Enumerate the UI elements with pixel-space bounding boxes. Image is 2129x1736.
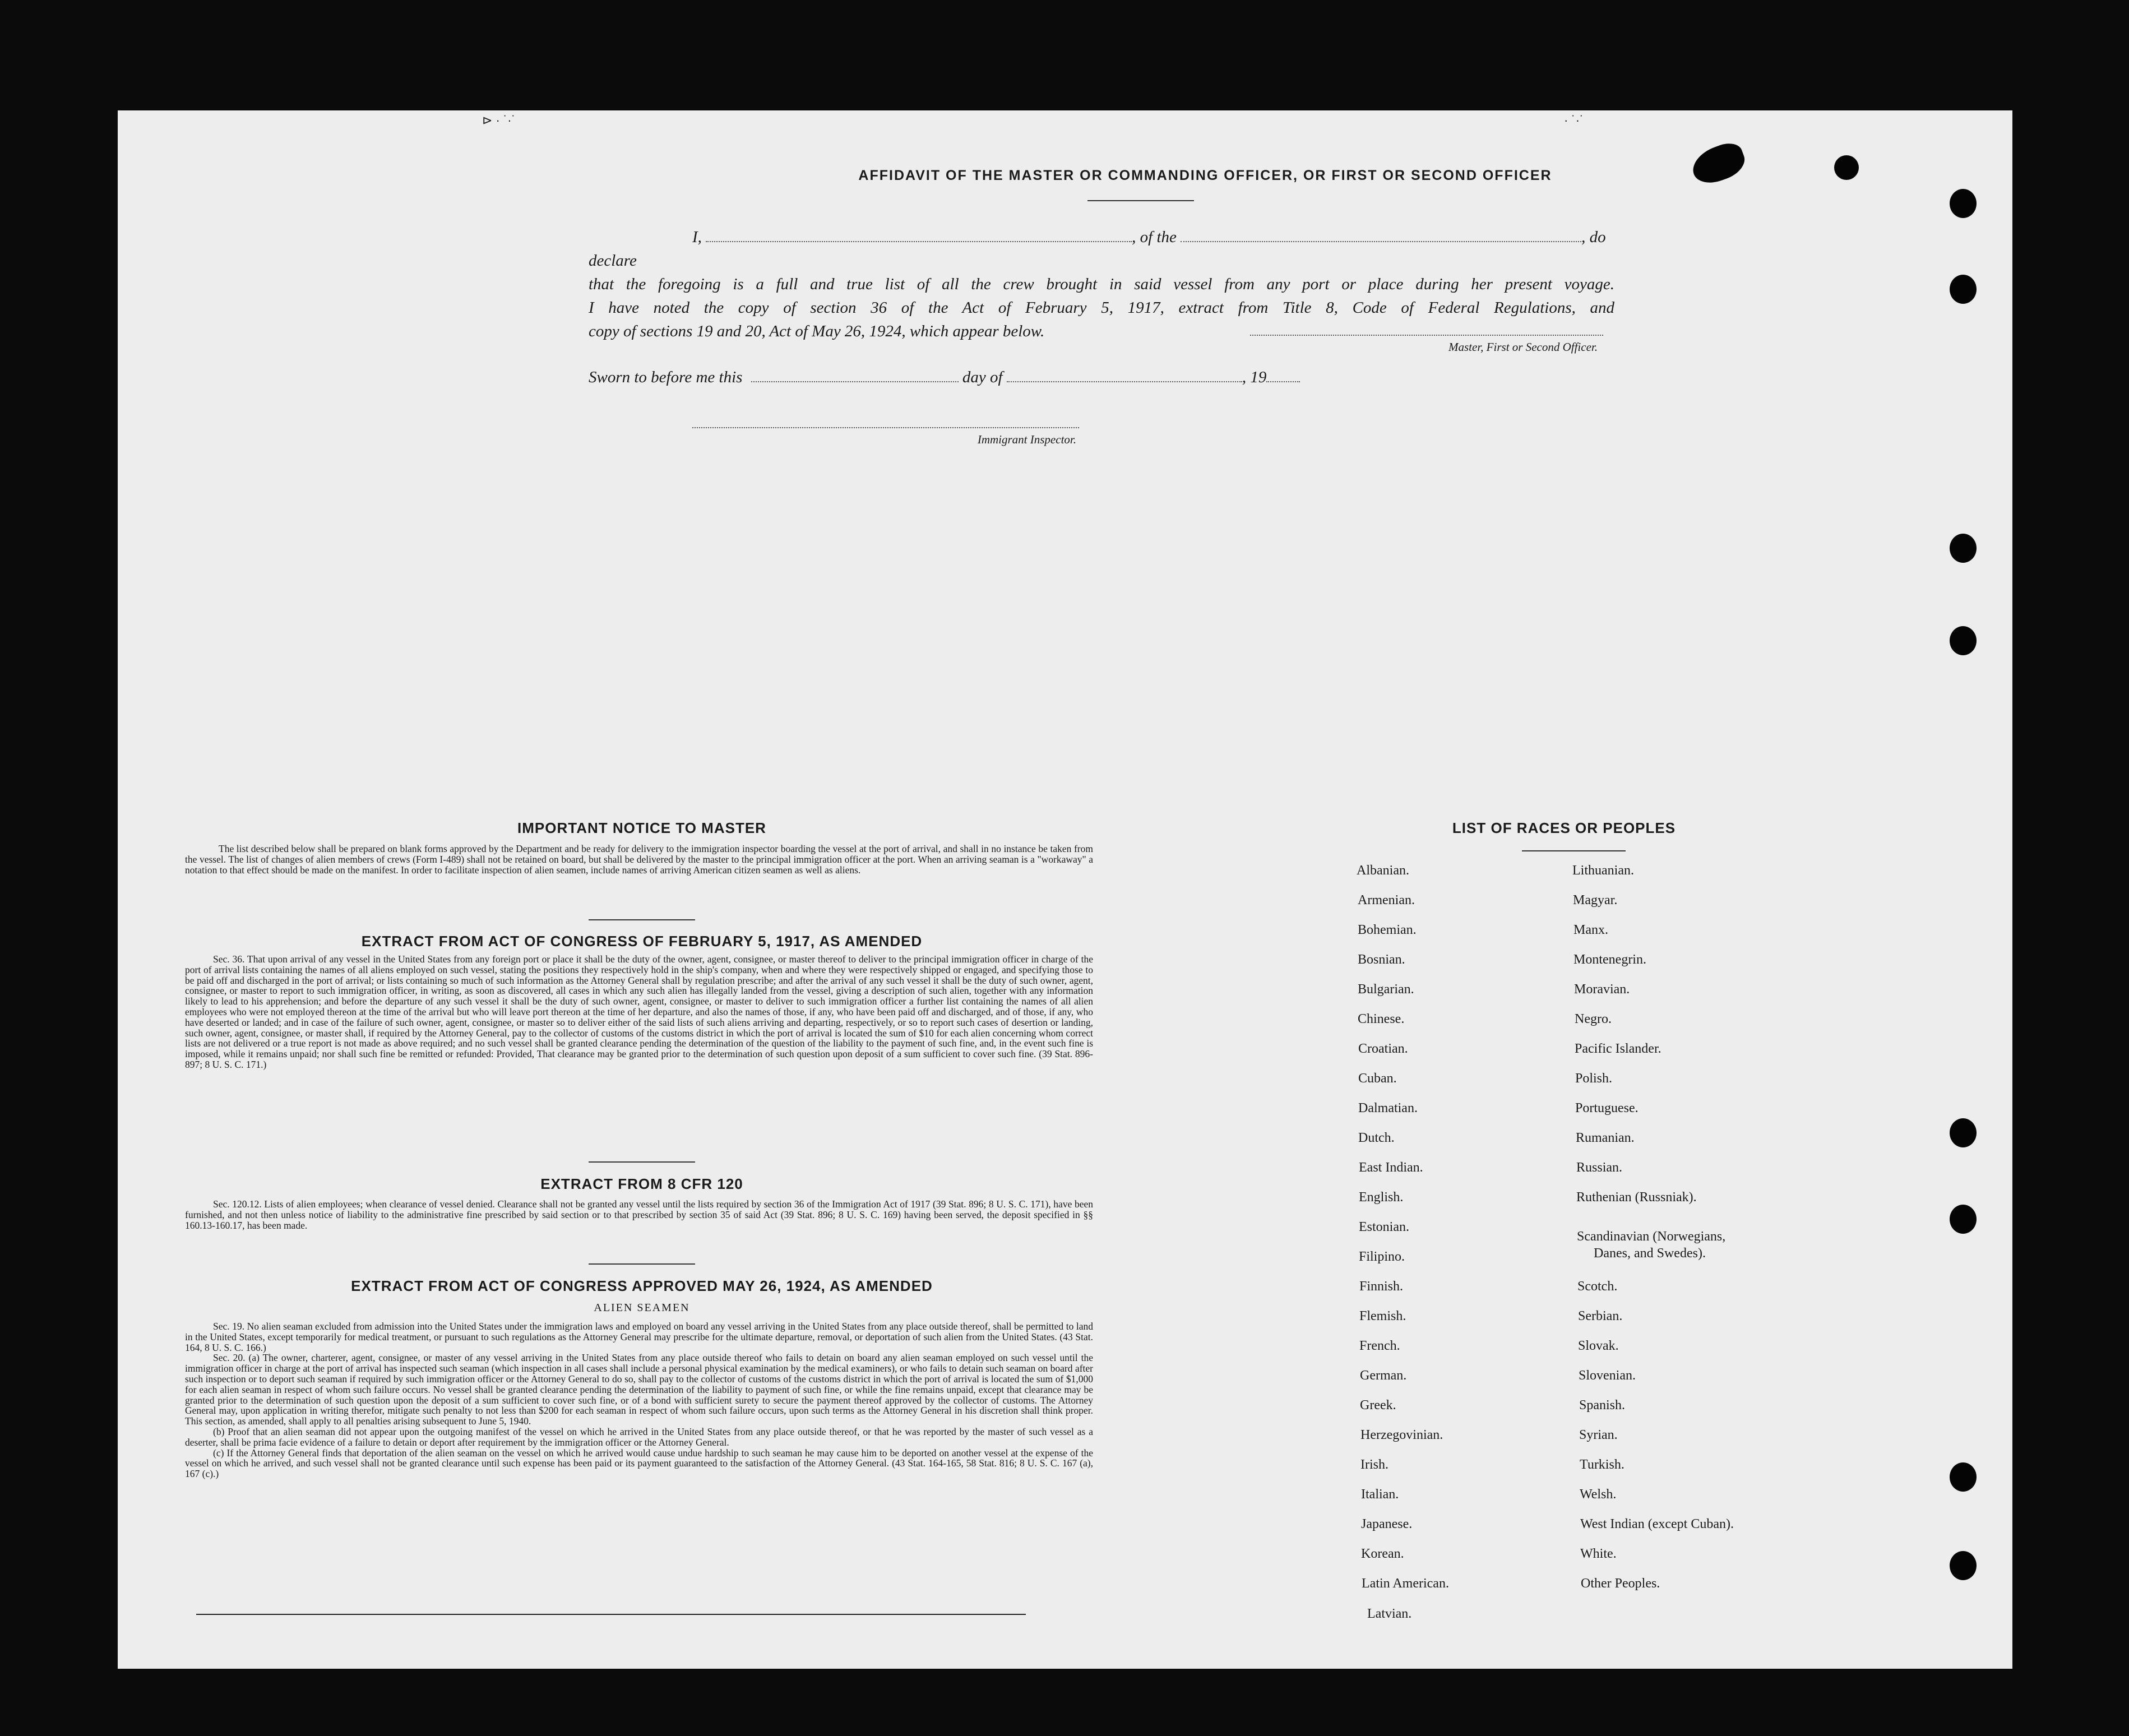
punch-hole [1950, 534, 1977, 563]
declaration-i: I, [692, 228, 702, 246]
race-item: Bohemian. [1358, 923, 1417, 937]
punch-hole [1950, 626, 1977, 655]
punch-hole [1950, 1205, 1977, 1234]
race-item: Herzegovinian. [1360, 1428, 1443, 1442]
inspector-label: Immigrant Inspector. [977, 433, 1076, 446]
race-item: Flemish. [1359, 1309, 1406, 1323]
race-item: English. [1359, 1190, 1404, 1205]
notice-paragraph: The list described below shall be prepared on blank forms approved by the Department and be ready for delivery to the immigration inspector boarding the vessel at the port of arrival, and shall in no instance be taken from the vessel. The list of changes of alien members of crews (Form I-489) shall not be retained on board, but shall be delivered by the master to the principal immigration officer at the port. When an arriving seaman is a "workaway" a notation to that effect should be made on the manifest. In order to facilitate inspection of alien seamen, include names of arriving American citizen seamen as well as aliens. [185, 843, 1093, 876]
race-item: Armenian. [1358, 893, 1415, 908]
form-sheet [118, 110, 2012, 1669]
punch-hole [1834, 155, 1859, 180]
race-item: Russian. [1576, 1160, 1623, 1175]
race-item: Estonian. [1359, 1220, 1409, 1234]
race-item: Chinese. [1358, 1012, 1405, 1026]
race-item: French. [1359, 1339, 1400, 1353]
race-item: Spanish. [1579, 1398, 1626, 1413]
race-item: Latvian. [1367, 1607, 1412, 1621]
race-item: Magyar. [1573, 893, 1618, 908]
section-36-paragraph: Sec. 36. That upon arrival of any vessel in the United States from any foreign port or place it shall be the duty of the owner, agent, consignee, or master thereof to deliver to the principal immigration officer in charge of the port of arrival lists containing the names of all aliens employed on such vessel, stating the positions they respectively hold in the ship's company, when and where they were respectively shipped or engaged, and specifying those to be paid off and discharged in the port of arrival; or lists containing so much of such information as the Attorney General shall by regulation prescribe; and after the arrival of any such vessel it shall be the duty of such owner, agent, consignee, or master to report to such immigration officer, in writing, as soon as discovered, all cases in which any such alien has illegally landed from the vessel, giving a description of such alien, together with any information likely to lead to his apprehension; and before the departure of any such vessel it shall be the duty of such owner, agent, consignee, or master to deliver to such immigration officer a further list containing the names of all alien employees who were not employed thereon at the time of the arrival but who will leave port thereon at the time of her departure, and also the names of those, if any, who have been paid off and discharged, and of those, if any, who have deserted or landed; and in case of the failure of such owner, agent, consignee, or master so to deliver either of the said lists of such aliens arriving and departing, respectively, or so to report such cases of desertion or landing, such owner, agent, consignee, or master shall, if required by the Attorney General, pay to the collector of customs of the customs district in which the port of arrival is located the sum of $10 for each alien concerning whom correct lists are not delivered or a true report is not made as above required; and no such vessel shall be granted clearance pending the determination of the question of the liability to the payment of such fine, and, in the event such fine is imposed, while it remains unpaid; nor shall such fine be remitted or refunded: Provided, That clearance may be granted prior to the determination of such question upon deposit of a sum sufficient to cover such fine. (39 Stat. 896-897; 8 U. S. C. 171.) [185, 953, 1093, 1070]
race-item: Irish. [1360, 1457, 1389, 1472]
race-item: Filipino. [1359, 1249, 1405, 1264]
inspector-signature-line[interactable] [692, 427, 1079, 428]
section-19-paragraph: Sec. 19. No alien seaman excluded from admission into the United States under the immigration laws and employed on board any vessel arriving in the United States from any place outside thereof, shall be permitted to land in the United States, except temporarily for medical treatment, or pursuant to such regulations as the Attorney General may prescribe for the ultimate departure, removal, or deportation of such alien from the United States. (43 Stat. 164, 8 U. S. C. 166.) [185, 1321, 1093, 1353]
race-item: Bosnian. [1358, 952, 1405, 967]
race-item: Japanese. [1361, 1517, 1413, 1531]
extract-1917-text [185, 954, 1093, 1070]
punch-hole [1950, 1118, 1977, 1147]
race-item: Danes, and Swedes). [1594, 1246, 1706, 1261]
race-item: German. [1360, 1368, 1407, 1383]
declaration-line-1: that the foregoing is a full and true list of all the crew brought in said vessel from any port or place during her present voyage. [589, 275, 1614, 293]
master-signature-label: Master, First or Second Officer. [1448, 340, 1598, 354]
race-item: Bulgarian. [1358, 982, 1414, 997]
race-item: Portuguese. [1575, 1101, 1639, 1115]
declaration-line-3: copy of sections 19 and 20, Act of May 26, 1924, which appear below. [589, 322, 1045, 340]
race-item: Scotch. [1577, 1279, 1618, 1294]
notice-title: IMPORTANT NOTICE TO MASTER [517, 820, 766, 836]
bottom-rule [196, 1614, 1026, 1615]
race-item: Italian. [1361, 1487, 1399, 1502]
stray-mark-left: ⊳ · ˙·˙ [482, 113, 516, 127]
race-item: Greek. [1360, 1398, 1396, 1413]
race-item: Ruthenian (Russniak). [1576, 1190, 1697, 1205]
race-item: West Indian (except Cuban). [1580, 1517, 1734, 1531]
race-item: Pacific Islander. [1575, 1041, 1661, 1056]
punch-hole [1950, 275, 1977, 304]
race-item: Rumanian. [1576, 1131, 1635, 1145]
year-label: , 19 [1242, 368, 1267, 386]
race-item: Slovak. [1578, 1339, 1619, 1353]
race-item: Latin American. [1362, 1576, 1449, 1591]
race-item: Serbian. [1578, 1309, 1623, 1323]
alien-seamen-subtitle: ALIEN SEAMEN [594, 1302, 690, 1314]
race-item: Dutch. [1358, 1131, 1395, 1145]
section-120-paragraph: Sec. 120.12. Lists of alien employees; when clearance of vessel denied. Clearance shall not be granted any vessel until the lists required by section 36 of the Immigration Act of 1917 (39 Stat. 896; 8 U. S. C. 171), have been furnished, and not then unless notice of liability to the administrative fine prescribed by said section or to that prescribed by section 35 of said Act (39 Stat. 896; 8 U. S. C. 169) having been served, the deposit specified in §§ 160.13-160.17, has been made. [185, 1198, 1093, 1231]
stray-mark-right: · ˙·˙ [1564, 113, 1584, 127]
punch-hole [1950, 1462, 1977, 1492]
vessel-field[interactable] [1181, 237, 1581, 242]
sworn-month-field[interactable] [1007, 377, 1242, 382]
title-rule [1087, 200, 1194, 201]
race-item: Welsh. [1580, 1487, 1617, 1502]
race-item: East Indian. [1359, 1160, 1423, 1175]
extract-1917-title: EXTRACT FROM ACT OF CONGRESS OF FEBRUARY 5, 1917, AS AMENDED [361, 933, 923, 950]
sworn-label: Sworn to before me this [589, 368, 743, 386]
punch-hole [1950, 189, 1977, 218]
race-item: Cuban. [1358, 1071, 1397, 1086]
race-item: Other Peoples. [1581, 1576, 1660, 1591]
race-item: Lithuanian. [1572, 863, 1634, 878]
races-rule [1522, 850, 1626, 851]
race-item: Finnish. [1359, 1279, 1404, 1294]
master-signature-line[interactable] [1250, 335, 1603, 336]
race-item: Korean. [1361, 1547, 1404, 1561]
sworn-day-field[interactable] [751, 377, 959, 382]
declaration-of-the: , of the [1132, 228, 1177, 246]
day-of-label: day of [962, 368, 1003, 386]
race-item: Manx. [1573, 923, 1608, 937]
race-item: Turkish. [1580, 1457, 1624, 1472]
declaration-text [589, 225, 1614, 343]
race-item: Albanian. [1357, 863, 1409, 878]
sworn-year-field[interactable] [1266, 377, 1300, 382]
race-item: Syrian. [1579, 1428, 1618, 1442]
extract-1924-text [185, 1321, 1093, 1479]
declaration-do-declare: , do declare [589, 228, 1606, 270]
notice-rule [589, 919, 695, 920]
race-item: Scandinavian (Norwegians, [1577, 1229, 1726, 1244]
extract-cfr-text [185, 1199, 1093, 1230]
extract-cfr-rule [589, 1263, 695, 1265]
section-20c-paragraph: (c) If the Attorney General finds that deportation of the alien seaman on the vessel on which he arrived would cause undue hardship to such seaman he may cause him to be deported on another vessel at the expense of the vessel on which he arrived, and such vessel shall not be granted clearance until such expense has been paid or its payment guaranteed to the satisfaction of the Attorney General. (43 Stat. 164-165, 58 Stat. 816; 8 U. S. C. 167 (a), 167 (c).) [185, 1447, 1093, 1480]
race-item: Montenegrin. [1573, 952, 1646, 967]
race-item: Slovenian. [1579, 1368, 1636, 1383]
punch-hole [1950, 1551, 1977, 1580]
extract-cfr-title: EXTRACT FROM 8 CFR 120 [540, 1175, 743, 1192]
extract-1917-rule [589, 1161, 695, 1163]
extract-1924-title: EXTRACT FROM ACT OF CONGRESS APPROVED MAY 26, 1924, AS AMENDED [351, 1277, 933, 1294]
race-item: White. [1580, 1547, 1617, 1561]
race-item: Croatian. [1358, 1041, 1408, 1056]
affidavit-title: AFFIDAVIT OF THE MASTER OR COMMANDING OFFICER, OR FIRST OR SECOND OFFICER [858, 168, 1552, 183]
notice-text [185, 844, 1093, 875]
section-20b-paragraph: (b) Proof that an alien seaman did not appear upon the outgoing manifest of the vessel on which he arrived in the United States from any place outside thereof, or that he was reported by the master of such vessel as a deserter, shall be prima facie evidence of a failure to detain or deport after requirement by the immigration officer or the Attorney General. [185, 1425, 1093, 1448]
race-item: Negro. [1575, 1012, 1612, 1026]
declaration-line-2: I have noted the copy of section 36 of the Act of February 5, 1917, extract from Title 8, Code of Federal Regulations, and [589, 299, 1614, 317]
section-20a-paragraph: Sec. 20. (a) The owner, charterer, agent, consignee, or master of any vessel arriving in the United States from any place outside thereof who fails to detain on board any alien seaman employed on such vessel until the immigration officer in charge at the port of arrival has inspected such seaman (which inspection in all cases shall include a personal physical examination by the medical examiners), or who fails to detain such seaman on board after such inspection or to deport such seaman if required by such immigration officer or the Attorney General to do so, shall pay to the collector of customs of the customs district in which the port of arrival is located the sum of $1,000 for each alien seaman in respect of whom such failure occurs. No vessel shall be granted clearance pending the determination of the liability to payment of such fine, or while the fine remains unpaid, except that clearance may be granted prior to the determination of such question upon the deposit of a sum sufficient to cover such fine, or of a bond with sufficient surety to secure the payment thereof approved by the collector of customs. The Attorney General may, upon application in writing therefor, mitigate such penalty to not less than $200 for each seaman in respect of whom such failure occurs, upon such terms as the Attorney General in his discretion shall think proper. This section, as amended, shall apply to all penalties arising subsequent to June 5, 1940. [185, 1352, 1093, 1427]
race-item: Moravian. [1574, 982, 1630, 997]
race-item: Dalmatian. [1358, 1101, 1418, 1115]
name-field[interactable] [706, 237, 1132, 242]
races-title: LIST OF RACES OR PEOPLES [1452, 820, 1676, 836]
sworn-line [589, 368, 1300, 387]
race-item: Polish. [1575, 1071, 1613, 1086]
